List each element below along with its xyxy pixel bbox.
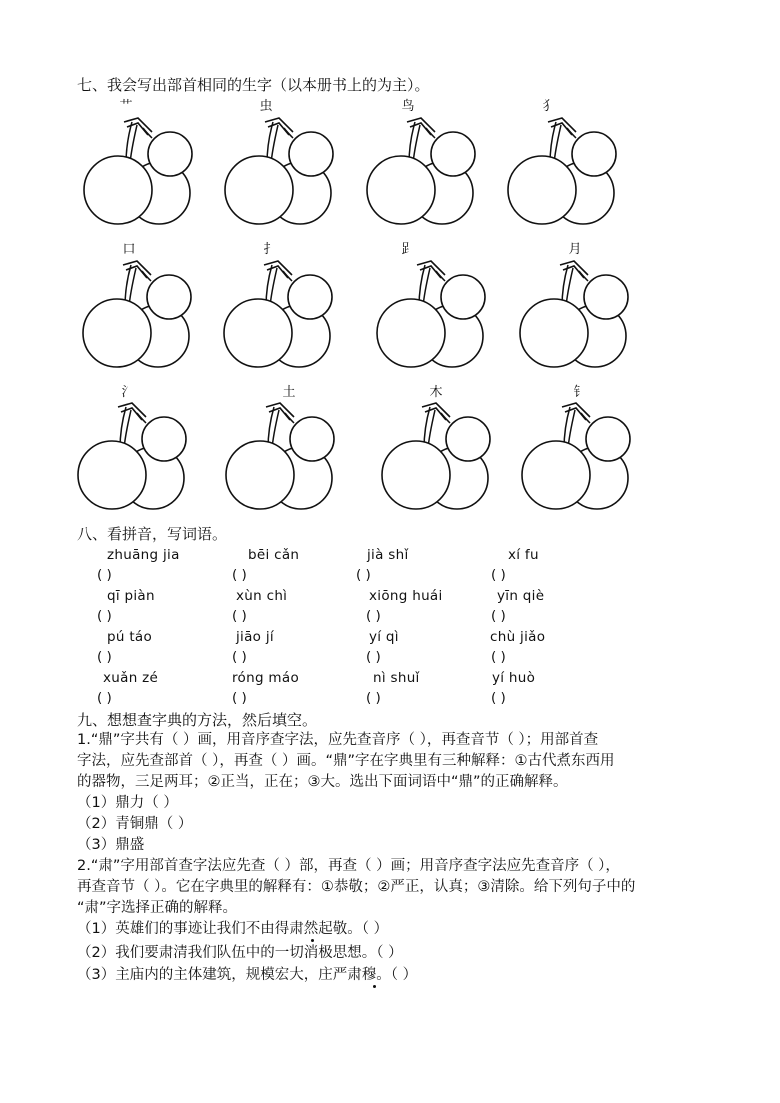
answer-blank[interactable]: ( ) — [366, 608, 381, 624]
pinyin-word: xiōng huái — [369, 588, 443, 604]
answer-blank[interactable]: ( ) — [97, 649, 112, 665]
q2-item: （1）英雄们的事迹让我们不由得肃然起敬。（ ） — [77, 921, 389, 937]
radical-label: 犭 — [542, 99, 556, 114]
answer-blank[interactable]: ( ) — [232, 649, 247, 665]
pinyin-word: yí qì — [369, 629, 399, 645]
cherry-writing-box[interactable] — [81, 259, 199, 371]
pinyin-word: zhuāng jia — [107, 547, 180, 563]
q1-line: 1.“鼎”字共有（ ）画，用音序查字法，应先查音序（ ），再查音节（ ）；用部首查 — [77, 732, 599, 748]
cherry-writing-box[interactable] — [380, 401, 498, 513]
answer-blank[interactable]: ( ) — [491, 690, 506, 706]
radical-label: 氵 — [121, 385, 135, 400]
pinyin-word: jià shǐ — [367, 547, 409, 563]
pinyin-word: qī piàn — [107, 588, 155, 604]
cherry-writing-box[interactable] — [82, 116, 200, 228]
pinyin-word: nì shuǐ — [373, 670, 420, 686]
pinyin-word: chù jiǎo — [490, 629, 546, 645]
answer-blank[interactable]: ( ) — [97, 608, 112, 624]
pinyin-word: róng máo — [232, 670, 300, 686]
section-9-title: 九、想想查字典的方法，然后填空。 — [77, 711, 318, 729]
q2-line: 2.“肃”字用部首查字法应先查（ ）部，再查（ ）画；用音序查字法应先查音序（ ）， — [77, 858, 620, 874]
q2-line: “肃”字选择正确的解释。 — [77, 900, 238, 916]
emphasis-dot — [373, 985, 376, 988]
section-7-title: 七、我会写出部首相同的生字（以本册书上的为主）。 — [77, 76, 430, 94]
pinyin-word: yīn qiè — [497, 588, 545, 604]
q2-item: （2）我们要肃清我们队伍中的一切消极思想。（ ） — [77, 945, 403, 961]
cherry-writing-box[interactable] — [365, 116, 483, 228]
answer-blank[interactable]: ( ) — [232, 567, 247, 583]
radical-label: 艹 — [119, 99, 133, 114]
pinyin-word: yí huò — [492, 670, 536, 686]
cherry-writing-box[interactable] — [518, 259, 636, 371]
answer-blank[interactable]: ( ) — [232, 690, 247, 706]
answer-blank[interactable]: ( ) — [366, 649, 381, 665]
radical-label: 虫 — [259, 99, 273, 114]
cherry-writing-box[interactable] — [76, 401, 194, 513]
answer-blank[interactable]: ( ) — [97, 567, 112, 583]
answer-blank[interactable]: ( ) — [491, 649, 506, 665]
answer-blank[interactable]: ( ) — [97, 690, 112, 706]
pinyin-word: bēi cǎn — [248, 547, 300, 563]
q1-item: （1）鼎力（ ） — [77, 795, 178, 811]
q2-line: 再查音节（ ）。它在字典里的解释有：①恭敬；②严正，认真；③清除。给下列句子中的 — [77, 879, 636, 895]
cherry-writing-box[interactable] — [223, 116, 341, 228]
radical-label: 土 — [282, 385, 296, 400]
q2-item: （3）主庙内的主体建筑，规模宏大，庄严肃穆。（ ） — [77, 967, 418, 983]
section-8-title: 八、看拼音，写词语。 — [77, 525, 228, 543]
q1-line: 字法，应先查部首（ ），再查（ ）画。“鼎”字在字典里有三种解释：①古代煮东西用 — [77, 753, 615, 769]
cherry-writing-box[interactable] — [375, 259, 493, 371]
answer-blank[interactable]: ( ) — [356, 567, 371, 583]
radical-label: 月 — [568, 242, 582, 257]
cherry-writing-box[interactable] — [506, 116, 624, 228]
radical-label: 木 — [429, 385, 443, 400]
q1-item: （2）青铜鼎（ ） — [77, 816, 193, 832]
pinyin-word: pú táo — [107, 629, 153, 645]
q1-item: （3）鼎盛 — [77, 837, 145, 853]
cherry-writing-box[interactable] — [222, 259, 340, 371]
answer-blank[interactable]: ( ) — [232, 608, 247, 624]
pinyin-word: xùn chì — [236, 588, 288, 604]
cherry-writing-box[interactable] — [224, 401, 342, 513]
emphasis-dot — [311, 939, 314, 942]
radical-label: 口 — [122, 242, 136, 257]
pinyin-word: xuǎn zé — [103, 670, 159, 686]
radical-label: 鸟 — [401, 99, 415, 114]
pinyin-word: xí fu — [508, 547, 539, 563]
radical-label: 扌 — [263, 242, 277, 257]
radical-label: 钅 — [573, 385, 587, 400]
answer-blank[interactable]: ( ) — [491, 567, 506, 583]
answer-blank[interactable]: ( ) — [491, 608, 506, 624]
pinyin-word: jiāo jí — [236, 629, 274, 645]
radical-label: 𧾷 — [401, 242, 415, 257]
q1-line: 的器物，三足两耳；②正当，正在；③大。选出下面词语中“鼎”的正确解释。 — [77, 774, 568, 790]
cherry-writing-box[interactable] — [520, 401, 638, 513]
answer-blank[interactable]: ( ) — [366, 690, 381, 706]
